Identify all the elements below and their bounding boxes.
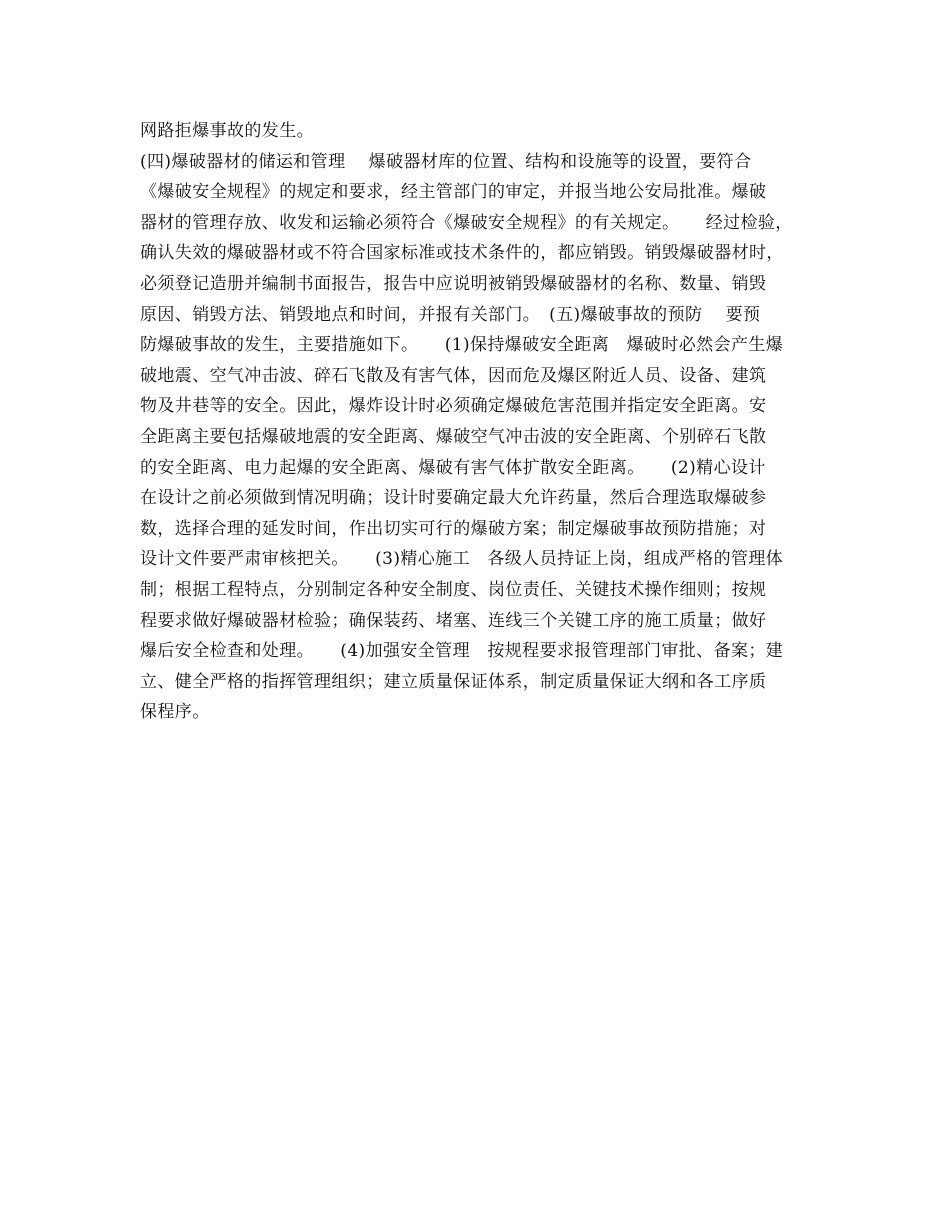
text-line: 原因、销毁方法、销毁地点和时间，并报有关部门。 (五)爆破事故的预防 要预	[140, 304, 761, 325]
text-line: 器材的管理存放、收发和运输必须符合《爆破安全规程》的有关规定。 经过检验，	[140, 212, 793, 233]
text-line: 全距离主要包括爆破地震的安全距离、爆破空气冲击波的安全距离、个别碎石飞散	[140, 426, 767, 447]
text-line: 制；根据工程特点，分别制定各种安全制度、岗位责任、关键技术操作细则；按规	[140, 579, 767, 600]
text-line: 网路拒爆事故的发生。	[140, 121, 314, 141]
text-line: 数，选择合理的延发时间，作出切实可行的爆破方案；制定爆破事故预防措施；对	[140, 518, 767, 539]
text-line: 的安全距离、电力起爆的安全距离、爆破有害气体扩散安全距离。 (2)精心设计	[140, 457, 766, 478]
text-line: 设计文件要严肃审核把关。 (3)精心施工 各级人员持证上岗，组成严格的管理体	[140, 549, 784, 570]
body-text	[140, 116, 830, 728]
text-line: 物及井巷等的安全。因此，爆炸设计时必须确定爆破危害范围并指定安全距离。安	[140, 396, 767, 417]
text-line: 爆后安全检查和处理。 (4)加强安全管理 按规程要求报管理部门审批、备案；建	[140, 641, 784, 662]
text-line: (四)爆破器材的储运和管理 爆破器材库的位置、结构和设施等的设置，要符合	[140, 151, 752, 172]
text-line: 程要求做好爆破器材检验；确保装药、堵塞、连线三个关键工序的施工质量；做好	[140, 610, 767, 631]
text-line: 《爆破安全规程》的规定和要求，经主管部门的审定，并报当地公安局批准。爆破	[140, 182, 767, 203]
text-line: 立、健全严格的指挥管理组织；建立质量保证体系，制定质量保证大纲和各工序质	[140, 671, 767, 692]
text-line: 确认失效的爆破器材或不符合国家标准或技术条件的，都应销毁。销毁爆破器材时，	[140, 243, 784, 264]
text-line: 破地震、空气冲击波、碎石飞散及有害气体，因而危及爆区附近人员、设备、建筑	[140, 365, 767, 386]
text-line: 保程序。	[140, 702, 210, 723]
text-line: 在设计之前必须做到情况明确；设计时要确定最大允许药量，然后合理选取爆破参	[140, 488, 767, 509]
text-line: 防爆破事故的发生，主要措施如下。 (1)保持爆破安全距离 爆破时必然会产生爆	[140, 335, 784, 356]
text-line: 必须登记造册并编制书面报告，报告中应说明被销毁爆破器材的名称、数量、销毁	[140, 273, 767, 294]
